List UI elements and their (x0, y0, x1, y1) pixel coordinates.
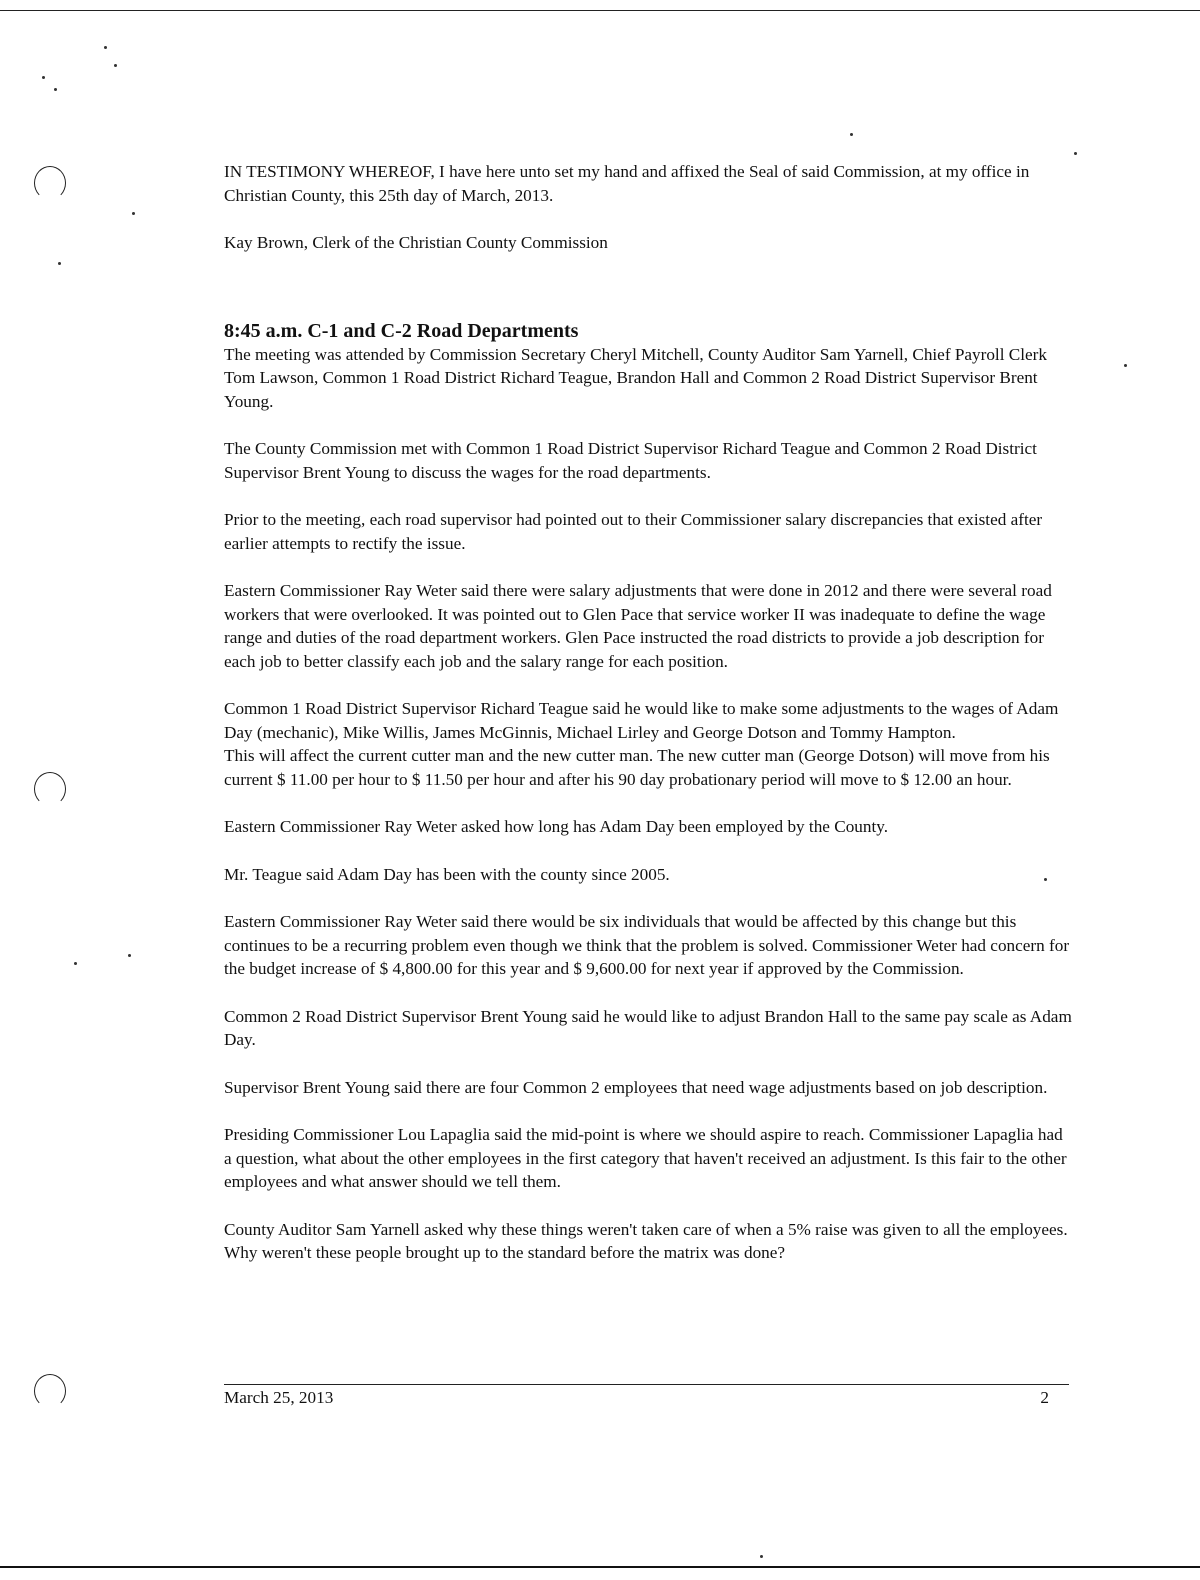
attendance-paragraph: The meeting was attended by Commission Secretary Cheryl Mitchell, County Auditor Sam Yarnell, Chief Payroll Clerk Tom Lawson, Common 1 Road District Richard Teague, Brandon Hall and Common 2 Road District Supervisor Brent Young. (224, 344, 1047, 411)
top-scan-edge (0, 10, 1200, 11)
bottom-scan-edge (0, 1566, 1200, 1568)
scan-speck (74, 962, 77, 965)
young-four-employees-paragraph: Supervisor Brent Young said there are four Common 2 employees that need wage adjustments based on job description. (224, 1077, 1048, 1097)
budget-concern-paragraph: Eastern Commissioner Ray Weter said there would be six individuals that would be affected by this change but this continues to be a recurring problem even though we think that the problem is solved. Commissioner Weter had concern for the budget increase of $ 4,800.00 for this year and $ 9,600.00 for next year if approved by the Commission. (224, 912, 1070, 978)
teague-adjustments-paragraph: Common 1 Road District Supervisor Richard Teague said he would like to make some adjustments to the wages of Adam Day (mechanic), Mike Willis, James McGinnis, Michael Lirley and George Dotson and Tommy Hampton. (224, 699, 1059, 742)
scan-speck (850, 133, 853, 136)
cutter-man-paragraph: This will affect the current cutter man and the new cutter man. The new cutter man (George Dotson) will move from his current $ 11.00 per hour to $ 11.50 per hour and after his 90 day probationary period will move to $ 12.00 an hour. (224, 746, 1050, 789)
scan-speck (1074, 152, 1077, 155)
footer-date: March 25, 2013 (224, 1388, 334, 1407)
young-brandon-hall-paragraph: Common 2 Road District Supervisor Brent Young said he would like to adjust Brandon Hall to the same pay scale as Adam Day. (224, 1006, 1072, 1049)
meeting-purpose-paragraph: The County Commission met with Common 1 Road District Supervisor Richard Teague and Common 2 Road District Supervisor Brent Young to discuss the wages for the road departments. (224, 439, 1037, 482)
document-body (224, 160, 1074, 1289)
weter-adjustments-paragraph: Eastern Commissioner Ray Weter said there were salary adjustments that were done in 2012 and there were several road workers that were overlooked. It was pointed out to Glen Pace that service worker II was inadequate to define the wage range and duties of the road department workers. Glen Pace instructed the road districts to provide a job description for each job to better classify each job and the salary range for each position. (224, 581, 1052, 671)
employment-question-paragraph: Eastern Commissioner Ray Weter asked how long has Adam Day been employed by the County. (224, 817, 889, 836)
scan-speck (760, 1555, 763, 1558)
punch-hole-middle (34, 772, 66, 806)
scan-speck (54, 88, 57, 91)
scan-speck (114, 64, 117, 67)
employment-answer-paragraph: Mr. Teague said Adam Day has been with the county since 2005. (224, 864, 670, 884)
clerk-signature-line: Kay Brown, Clerk of the Christian County Commission (224, 233, 608, 252)
scan-speck (132, 212, 135, 215)
punch-hole-top (34, 166, 66, 200)
prior-discrepancies-paragraph: Prior to the meeting, each road supervisor had pointed out to their Commissioner salary discrepancies that existed after earlier attempts to rectify the issue. (224, 510, 1043, 553)
scan-speck (42, 76, 45, 79)
scan-speck (1124, 364, 1127, 367)
scan-speck (128, 954, 131, 957)
lapaglia-midpoint-paragraph: Presiding Commissioner Lou Lapaglia said the mid-point is where we should aspire to reach. Commissioner Lapaglia had a question, what about the other employees in the first category that haven't received an adjustment. Is this fair to the other employees and what answer should we tell them. (224, 1125, 1067, 1191)
yarnell-question-paragraph: County Auditor Sam Yarnell asked why these things weren't taken care of when a 5% raise was given to all the employees. Why weren't these people brought up to the standard before the matrix was done? (224, 1219, 1068, 1262)
scan-speck (104, 46, 107, 49)
punch-hole-bottom (34, 1374, 66, 1408)
testimony-statement: IN TESTIMONY WHEREOF, I have here unto set my hand and affixed the Seal of said Commission, at my office in Christian County, this 25th day of March, 2013. (224, 162, 1030, 205)
scan-speck (58, 262, 61, 265)
section-heading: 8:45 a.m. C-1 and C-2 Road Departments (224, 319, 579, 342)
page-number: 2 (1040, 1388, 1049, 1407)
page-footer (224, 1384, 1069, 1409)
